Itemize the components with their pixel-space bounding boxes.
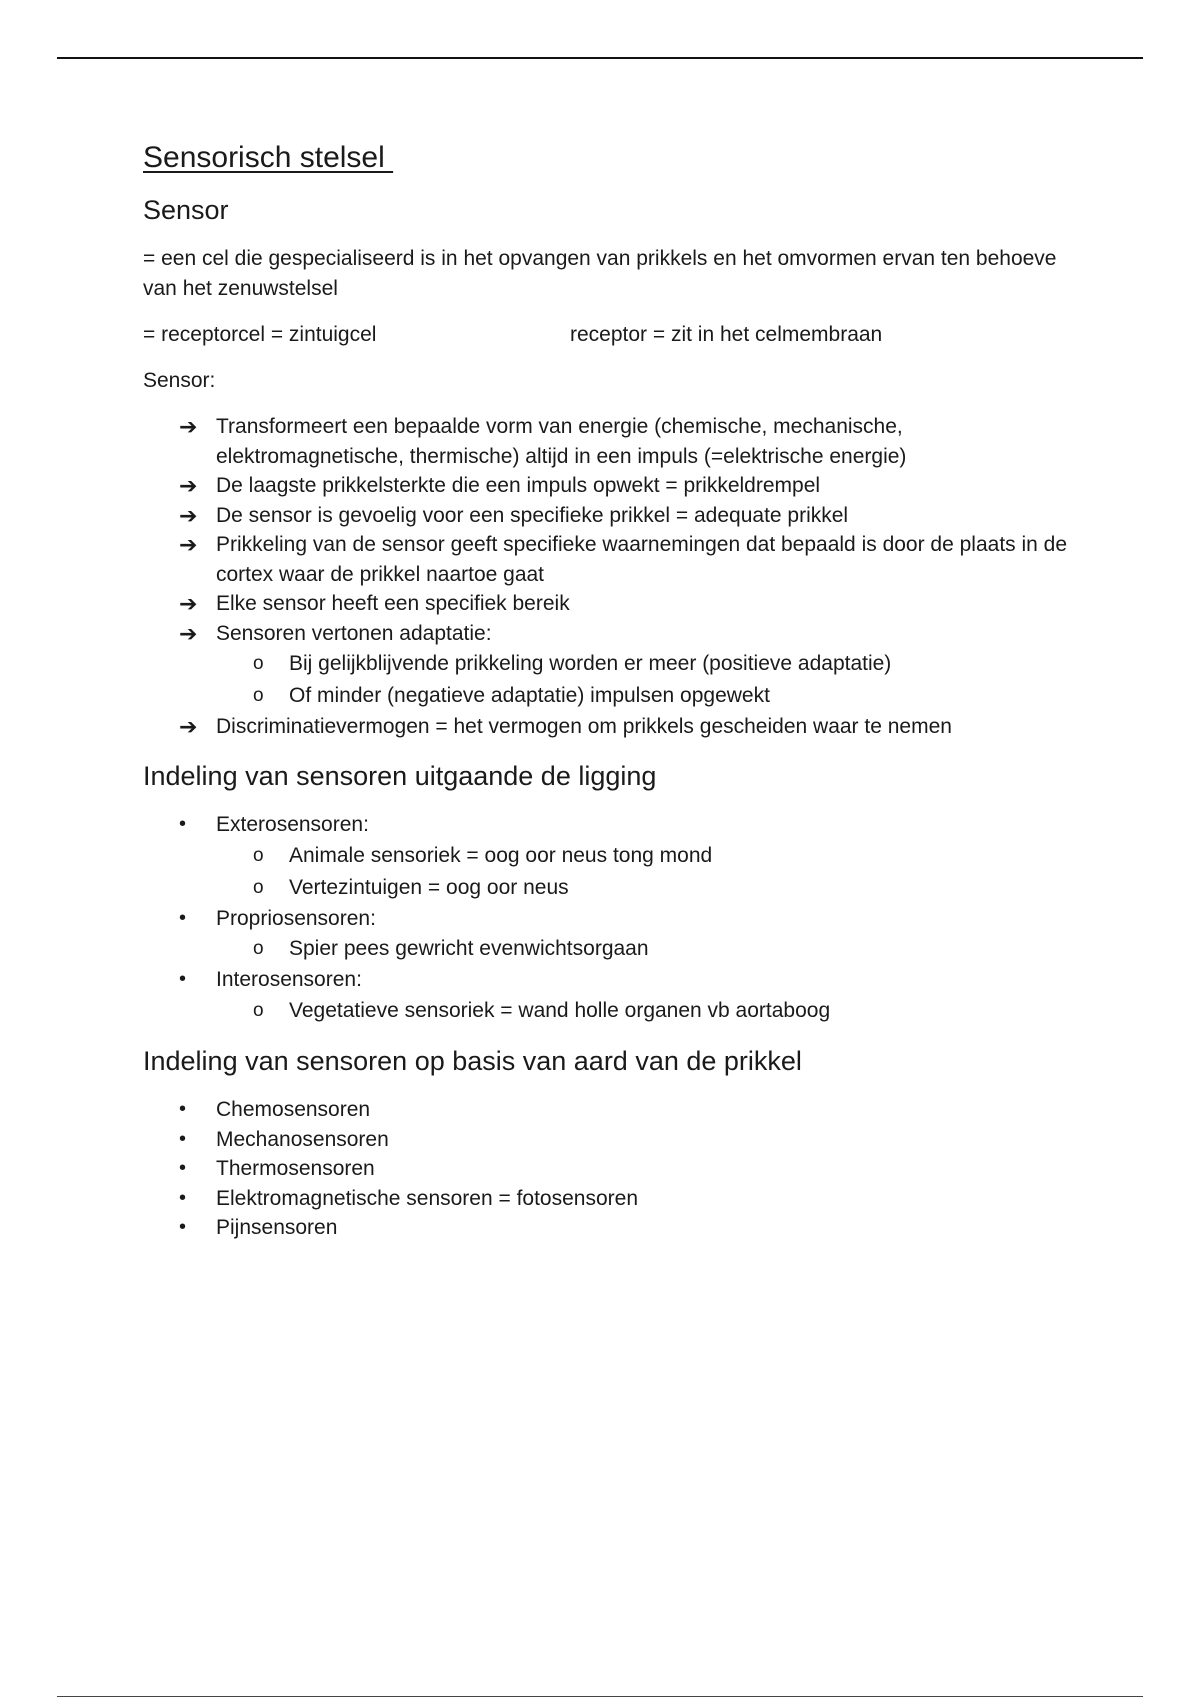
bullet-icon: •	[179, 1216, 187, 1239]
list-item-text: Pijnsensoren	[216, 1216, 338, 1240]
list-item-text: De sensor is gevoelig voor een specifieke prikkel = adequate prikkel	[216, 503, 849, 527]
list-item	[143, 712, 1083, 742]
list-item	[143, 1154, 1083, 1184]
bullet-icon: •	[179, 1127, 187, 1150]
list-item-text: Elektromagnetische sensoren = fotosensoren	[216, 1186, 638, 1210]
sub-list-item	[216, 872, 1083, 904]
header-rule	[57, 57, 1143, 59]
list-item	[143, 904, 1083, 966]
sub-list-item-text: Of minder (negatieve adaptatie) impulsen opgewekt	[289, 684, 770, 708]
list-item-text: Discriminatievermogen = het vermogen om prikkels gescheiden waar te nemen	[216, 715, 952, 739]
arrow-icon: ➔	[179, 473, 198, 499]
list-item-text: Elke sensor heeft een specifiek bereik	[216, 592, 570, 616]
list-item-text: Mechanosensoren	[216, 1127, 389, 1151]
sensor-heading: Sensor	[143, 195, 229, 225]
arrow-icon: ➔	[179, 414, 198, 440]
arrow-icon: ➔	[179, 532, 198, 558]
document-title: Sensorisch stelsel	[143, 141, 394, 174]
sub-list-item	[216, 840, 1083, 872]
list-item-text: Chemosensoren	[216, 1098, 371, 1122]
sub-list	[216, 840, 1083, 904]
aard-list	[143, 1095, 1083, 1243]
synonyms-left: = receptorcel = zintuigcel	[143, 323, 377, 347]
sensor-synonyms	[143, 320, 1083, 350]
sub-list-item-text: Animale sensoriek = oog oor neus tong mond	[289, 843, 713, 867]
bullet-icon: •	[179, 1098, 187, 1121]
list-item	[143, 965, 1083, 1027]
sub-bullet-icon: o	[253, 999, 264, 1021]
list-item	[143, 412, 1083, 471]
sub-list-item	[216, 680, 1083, 712]
sub-list-item	[216, 933, 1083, 965]
list-item	[143, 530, 1083, 589]
sub-bullet-icon: o	[253, 653, 264, 675]
list-item-text: Propriosensoren:	[216, 906, 376, 930]
sub-bullet-icon: o	[253, 938, 264, 960]
footer-rule	[57, 1696, 1143, 1697]
arrow-icon: ➔	[179, 714, 198, 740]
sub-bullet-icon: o	[253, 876, 264, 898]
bullet-icon: •	[179, 1157, 187, 1180]
list-item	[143, 471, 1083, 501]
arrow-icon: ➔	[179, 620, 198, 646]
list-item	[143, 1213, 1083, 1243]
sub-list-item-text: Vertezintuigen = oog oor neus	[289, 875, 569, 899]
sub-list-item	[216, 995, 1083, 1027]
arrow-icon: ➔	[179, 591, 198, 617]
list-item-text: Interosensoren:	[216, 968, 362, 992]
list-item	[143, 589, 1083, 619]
list-item-text: Thermosensoren	[216, 1157, 375, 1181]
sub-list-item-text: Bij gelijkblijvende prikkeling worden er meer (positieve adaptatie)	[289, 652, 892, 676]
synonyms-right: receptor = zit in het celmembraan	[570, 323, 883, 347]
sensor-points-list	[143, 412, 1083, 742]
list-item	[143, 1125, 1083, 1155]
list-item	[143, 619, 1083, 713]
document-page	[143, 140, 1083, 1261]
list-item	[143, 1095, 1083, 1125]
sub-bullet-icon: o	[253, 685, 264, 707]
list-item-text: Exterosensoren:	[216, 813, 369, 837]
sensor-label: Sensor:	[143, 369, 216, 393]
ligging-heading: Indeling van sensoren uitgaande de ligging	[143, 760, 657, 791]
bullet-icon: •	[179, 1186, 187, 1209]
sub-list	[216, 933, 1083, 965]
bullet-icon: •	[179, 968, 187, 991]
list-item	[143, 1184, 1083, 1214]
aard-heading: Indeling van sensoren op basis van aard van de prikkel	[143, 1045, 802, 1076]
bullet-icon: •	[179, 813, 187, 836]
sensor-definition: = een cel die gespecialiseerd is in het opvangen van prikkels en het omvormen ervan ten behoeve van het zenuwstelsel	[143, 247, 1057, 301]
sub-bullet-icon: o	[253, 844, 264, 866]
bullet-icon: •	[179, 906, 187, 929]
sub-list-item-text: Vegetatieve sensoriek = wand holle organen vb aortaboog	[289, 998, 831, 1022]
sub-list	[216, 995, 1083, 1027]
ligging-list	[143, 810, 1083, 1027]
list-item-text: De laagste prikkelsterkte die een impuls opwekt = prikkeldrempel	[216, 474, 821, 498]
arrow-icon: ➔	[179, 502, 198, 528]
list-item-text: Sensoren vertonen adaptatie:	[216, 621, 492, 645]
list-item	[143, 810, 1083, 904]
sub-list-item	[216, 648, 1083, 680]
list-item-text: Prikkeling van de sensor geeft specifieke waarnemingen dat bepaald is door de plaats in de cortex waar de prikkel naartoe gaat	[216, 533, 1068, 586]
sub-list-item-text: Spier pees gewricht evenwichtsorgaan	[289, 937, 649, 961]
list-item-text: Transformeert een bepaalde vorm van energie (chemische, mechanische, elektromagnetische, thermische) altijd in een impuls (=elektrische energie)	[216, 415, 907, 468]
adaptation-sublist	[216, 648, 1083, 712]
list-item	[143, 501, 1083, 531]
